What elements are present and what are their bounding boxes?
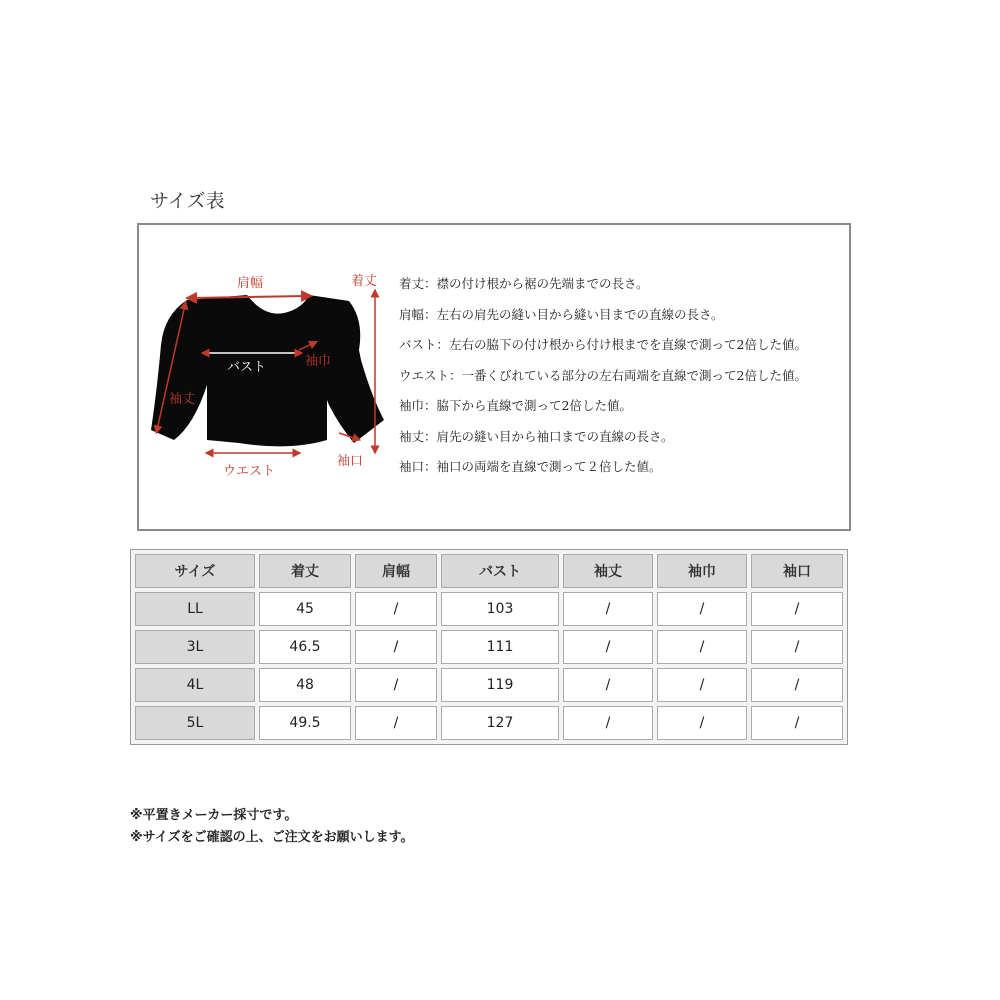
cell-cuff: / [751,592,843,626]
table-row [135,668,843,702]
cell-size: 4L [135,668,255,702]
shoulder-arrow [191,296,307,298]
cell-sleeve-length: / [563,592,653,626]
cell-bust: 103 [441,592,559,626]
definition-waist: ウエスト：一番くびれている部分の左右両端を直線で測って2倍した値。 [399,367,807,383]
definition-cuff: 袖口：袖口の両端を直線で測って２倍した値。 [399,459,662,474]
cell-shoulder: / [355,706,437,740]
table-row [135,630,843,664]
cell-cuff: / [751,668,843,702]
cell-sleeve-width: / [657,592,747,626]
cell-length: 49.5 [259,706,351,740]
cell-sleeve-width: / [657,706,747,740]
cuff-label: 袖口 [337,454,364,469]
cell-bust: 119 [441,668,559,702]
cell-size: 3L [135,630,255,664]
note-confirm-size: ※サイズをご確認の上、ご注文をお願いします。 [130,830,414,845]
sleeve-length-label: 袖丈 [169,392,196,407]
table-header-row [135,554,843,588]
cell-size: LL [135,592,255,626]
notes [130,805,414,849]
cell-cuff: / [751,630,843,664]
cell-sleeve-length: / [563,630,653,664]
cell-shoulder: / [355,668,437,702]
size-table [130,549,848,745]
page-title: サイズ表 [150,190,225,212]
cell-cuff: / [751,706,843,740]
cell-length: 46.5 [259,630,351,664]
measurement-definitions [399,269,849,483]
cell-sleeve-width: / [657,630,747,664]
cell-bust: 111 [441,630,559,664]
cell-length: 48 [259,668,351,702]
header-sleeve-length: 袖丈 [563,554,653,588]
cell-sleeve-length: / [563,706,653,740]
sweater-silhouette [151,295,384,446]
length-label: 着丈 [351,274,378,289]
cell-sleeve-width: / [657,668,747,702]
header-length: 着丈 [259,554,351,588]
header-shoulder: 肩幅 [355,554,437,588]
shoulder-label: 肩幅 [237,276,264,291]
cell-bust: 127 [441,706,559,740]
header-size: サイズ [135,554,255,588]
table-row [135,592,843,626]
waist-label: ウエスト [223,464,276,479]
sleeve-width-label: 袖巾 [305,354,332,369]
size-diagram-panel [137,223,851,531]
header-sleeve-width: 袖巾 [657,554,747,588]
cell-length: 45 [259,592,351,626]
definition-length: 着丈：襟の付け根から裾の先端までの長さ。 [399,276,649,291]
bust-label: バスト [227,360,267,375]
cell-shoulder: / [355,592,437,626]
definition-shoulder: 肩幅：左右の肩先の縫い目から縫い目までの直線の長さ。 [399,306,724,322]
definition-bust: バスト：左右の脇下の付け根から付け根までを直線で測って2倍した値。 [399,337,807,352]
table-row [135,706,843,740]
header-cuff: 袖口 [751,554,843,588]
cell-size: 5L [135,706,255,740]
cell-shoulder: / [355,630,437,664]
header-bust: バスト [441,554,559,588]
definition-sleeve-width: 袖巾：脇下から直線で測って2倍した値。 [399,398,632,413]
definition-sleeve-length: 袖丈：肩先の縫い目から袖口までの直線の長さ。 [399,428,674,444]
cell-sleeve-length: / [563,668,653,702]
note-measurement: ※平置きメーカー採寸です。 [130,808,298,823]
